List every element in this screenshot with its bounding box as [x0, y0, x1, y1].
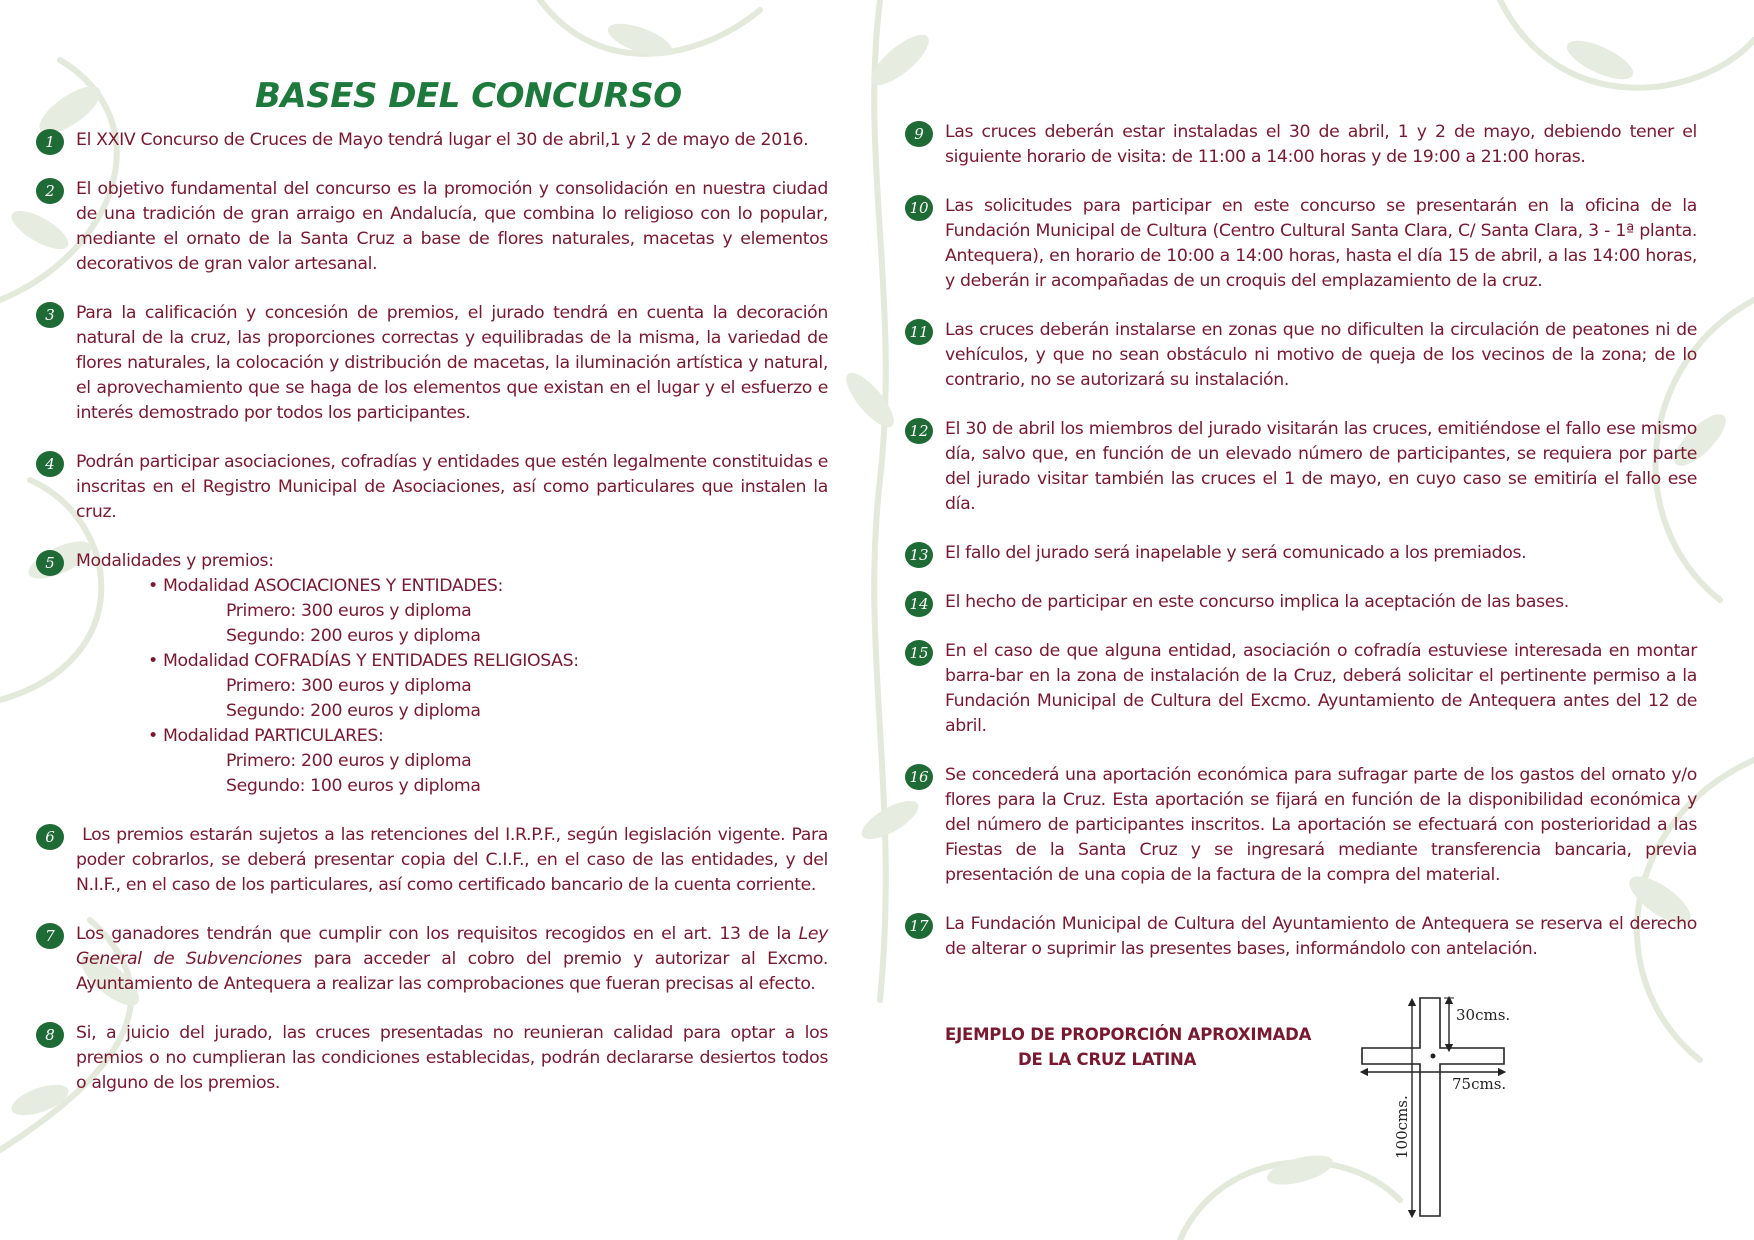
rule-text: El hecho de participar en este concurso implica la aceptación de las bases.: [945, 592, 1569, 612]
prize-second: Segundo: 200 euros y diploma: [226, 701, 481, 721]
prize-first: Primero: 200 euros y diploma: [226, 751, 472, 771]
rule-number-badge: 13: [905, 542, 933, 568]
rule-item: [36, 301, 828, 426]
rule-text: Para la calificación y concesión de premios, el jurado tendrá en cuenta la decoración natural de la cruz, las proporciones correctas y equilibradas de la misma, la variedad de flores naturales, la colocación y distribución de macetas, la iluminación artística y natural, el aprovechamiento que se haga de los elementos que existan en el lugar y el esfuerzo e interés demostrado por todos los participantes.: [76, 303, 828, 423]
cross-outline: [1362, 998, 1507, 1216]
rule-number-badge: 4: [36, 451, 64, 477]
rule-item: [905, 194, 1697, 294]
dimension-height-label: 100cms.: [1393, 1095, 1411, 1159]
rule-text: Las cruces deberán estar instaladas el 30 de abril, 1 y 2 de mayo, debiendo tener el siguiente horario de visita: de 11:00 a 14:00 horas y de 19:00 a 21:00 horas.: [945, 122, 1697, 167]
rule-text: Podrán participar asociaciones, cofradías y entidades que estén legalmente constituidas e inscritas en el Registro Municipal de Asociaciones, así como particulares que instalen la cruz.: [76, 452, 828, 522]
rule-number-badge: 14: [905, 591, 933, 617]
rule-text: El objetivo fundamental del concurso es la promoción y consolidación en nuestra ciudad de una tradición de gran arraigo en Andalucía, que combina lo religioso con lo popular, mediante el ornato de la Santa Cruz a base de flores naturales, macetas y elementos decorativos de gran valor artesanal.: [76, 179, 828, 274]
rule-item: [905, 417, 1697, 517]
rule-number-badge: 7: [36, 923, 64, 949]
rule-item-modalities: [36, 549, 828, 799]
cross-caption: [945, 1022, 1311, 1072]
rule-item: [36, 922, 828, 997]
rule-number-badge: 12: [905, 418, 933, 444]
rule-text-after: para acceder al cobro del premio y autorizar al Excmo. Ayuntamiento de Antequera a realizar las comprobaciones que fueran precisas al efecto.: [76, 949, 828, 994]
rule-text-before: Los ganadores tendrán que cumplir con los requisitos recogidos en el art. 13 de la: [76, 924, 799, 944]
modality-label: • Modalidad COFRADÍAS Y ENTIDADES RELIGIOSAS:: [148, 651, 579, 671]
rule-item: [36, 823, 834, 898]
rule-number-badge: 6: [36, 824, 64, 850]
dimension-arm-label: 75cms.: [1452, 1075, 1507, 1093]
prize-first: Primero: 300 euros y diploma: [226, 601, 472, 621]
rule-number-badge: 15: [905, 640, 933, 666]
rule-number-badge: 3: [36, 302, 64, 328]
rule-item: [36, 450, 828, 525]
rule-item: [905, 912, 1697, 962]
rule-number-badge: 10: [905, 195, 933, 221]
rule-text: Se concederá una aportación económica para sufragar parte de los gastos del ornato y/o flores para la Cruz. Esta aportación se fijará en función de la disponibilidad económica y del número de participantes inscritos. La aportación se efectuará con posterioridad a las Fiestas de la Santa Cruz y se ingresará mediante transferencia bancaria, previa presentación de una copia de la factura de la compra del material.: [945, 765, 1697, 885]
rule-number-badge: 1: [36, 129, 64, 155]
prize-second: Segundo: 200 euros y diploma: [226, 626, 481, 646]
rule-number-badge: 16: [905, 764, 933, 790]
modalities-heading: Modalidades y premios:: [76, 551, 274, 571]
modality-label: • Modalidad ASOCIACIONES Y ENTIDADES:: [148, 576, 503, 596]
rule-text: [76, 922, 828, 997]
rule-text: El fallo del jurado será inapelable y será comunicado a los premiados.: [945, 543, 1527, 563]
rule-text: La Fundación Municipal de Cultura del Ayuntamiento de Antequera se reserva el derecho de alterar o suprimir las presentes bases, informándolo con antelación.: [945, 914, 1697, 959]
rule-text: Las cruces deberán instalarse en zonas que no dificulten la circulación de peatones ni de vehículos, y que no sean obstáculo ni motivo de queja de los vecinos de la zona; de lo contrario, no se autorizará su instalación.: [945, 320, 1697, 390]
rule-number-badge: 9: [905, 121, 933, 147]
right-column: [905, 120, 1697, 962]
rule-text: En el caso de que alguna entidad, asociación o cofradía estuviese interesada en montar barra-bar en la zona de instalación de la Cruz, deberá solicitar el pertinente permiso a la Fundación Municipal de Cultura del Excmo. Ayuntamiento de Antequera antes del 12 de abril.: [945, 641, 1697, 736]
rule-text: Los premios estarán sujetos a las retenciones del I.R.P.F., según legislación vigente. Para poder cobrarlos, se deberá presentar copia del C.I.F., en el caso de las entidades, y del N.I.F., en el caso de los particulares, así como certificado bancario de la cuenta corriente.: [76, 825, 834, 895]
law-title: Ley General de Subvenciones: [76, 924, 828, 969]
rule-text: El 30 de abril los miembros del jurado visitarán las cruces, emitiéndose el fallo ese mismo día, salvo que, en función de un elevado número de participantes, se requiera por parte del jurado visitar también las cruces el 1 de mayo, en cuyo caso se emitiría el fallo ese día.: [945, 419, 1697, 514]
prize-first: Primero: 300 euros y diploma: [226, 676, 472, 696]
left-column: [36, 128, 834, 1096]
rule-number-badge: 11: [905, 319, 933, 345]
rule-item: [36, 1021, 828, 1096]
rule-item: [905, 639, 1697, 739]
rule-number-badge: 2: [36, 178, 64, 204]
rule-number-badge: 5: [36, 550, 64, 576]
cross-caption-line1: EJEMPLO DE PROPORCIÓN APROXIMADA: [945, 1025, 1312, 1044]
rule-item: [36, 177, 828, 277]
page-title: BASES DEL CONCURSO: [255, 76, 682, 116]
cross-caption-line2: DE LA CRUZ LATINA: [1018, 1050, 1197, 1069]
prize-second: Segundo: 100 euros y diploma: [226, 776, 481, 796]
rule-item: [905, 763, 1697, 888]
latin-cross-diagram: [1352, 994, 1542, 1220]
rule-item: [905, 318, 1697, 393]
rule-item: [36, 128, 828, 153]
modality-label: • Modalidad PARTICULARES:: [148, 726, 384, 746]
rule-number-badge: 8: [36, 1022, 64, 1048]
rule-item: [905, 590, 1697, 615]
rule-text: El XXIV Concurso de Cruces de Mayo tendrá lugar el 30 de abril,1 y 2 de mayo de 2016.: [76, 130, 809, 150]
rule-item: [905, 541, 1697, 566]
dimension-top-label: 30cms.: [1456, 1006, 1511, 1024]
cross-center-dot: [1431, 1054, 1436, 1059]
rule-item: [905, 120, 1697, 170]
rule-text: Si, a juicio del jurado, las cruces presentadas no reunieran calidad para optar a los premios o no cumplieran las condiciones establecidas, podrán declararse desiertos todos o alguno de los premios.: [76, 1023, 828, 1093]
rule-text: Las solicitudes para participar en este concurso se presentarán en la oficina de la Fundación Municipal de Cultura (Centro Cultural Santa Clara, C/ Santa Clara, 3 - 1ª planta. Antequera), en horario de 10:00 a 14:00 horas, hasta el día 15 de abril, a las 14:00 horas, y deberán ir acompañadas de un croquis del emplazamiento de la cruz.: [945, 196, 1697, 291]
rule-number-badge: 17: [905, 913, 933, 939]
